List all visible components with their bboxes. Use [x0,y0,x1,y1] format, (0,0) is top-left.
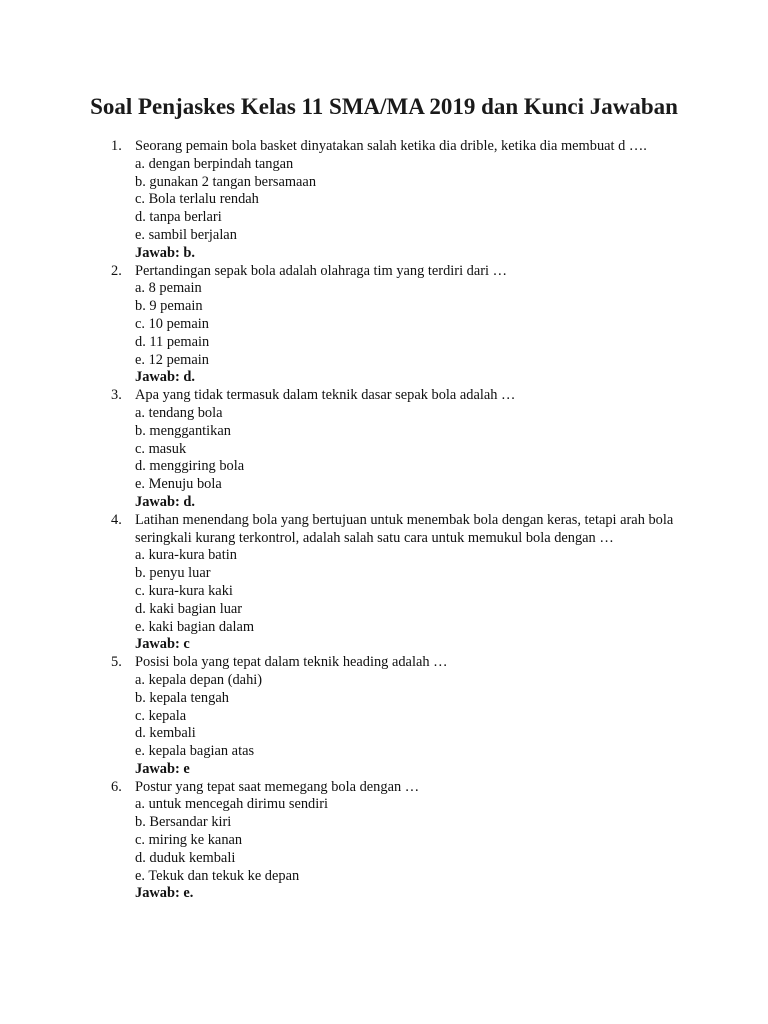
answer-key: Jawab: d. [135,493,195,510]
option-b: b. penyu luar [135,565,211,582]
option-list [135,280,768,369]
question-number: 1. [111,138,122,154]
question-number: 6. [111,778,122,795]
question-item-1 [0,138,768,263]
option-list [135,405,768,494]
answer-key: Jawab: b. [135,244,195,261]
question-text: Apa yang tidak termasuk dalam teknik dasar sepak bola adalah … [135,387,516,404]
question-number: 2. [111,262,122,279]
option-d: d. duduk kembali [135,849,236,866]
option-b: b. menggantikan [135,422,231,439]
option-c: c. Bola terlalu rendah [135,191,259,208]
option-a: a. 8 pemain [135,280,202,297]
question-text: Posisi bola yang tepat dalam teknik heading adalah … [135,654,448,671]
question-item-5 [0,654,768,779]
option-c: c. 10 pemain [135,315,209,332]
option-c: c. kura-kura kaki [135,582,233,599]
answer-key: Jawab: d. [135,369,195,386]
question-text: Latihan menendang bola yang bertujuan untuk menembak bola dengan keras, tetapi arah bola seringkali kurang terkontrol, adalah salah satu cara untuk memukul bola dengan … [135,511,674,546]
option-list [135,672,768,761]
answer-key: Jawab: e. [135,885,194,902]
option-b: b. kepala tengah [135,689,229,706]
question-item-6 [0,779,768,904]
question-text: Seorang pemain bola basket dinyatakan salah ketika dia drible, ketika dia membuat d …. [135,138,647,154]
answer-key: Jawab: e [135,760,190,777]
option-e: e. sambil berjalan [135,226,237,243]
option-a: a. tendang bola [135,404,223,421]
option-e: e. kepala bagian atas [135,743,255,760]
question-item-3 [0,387,768,512]
option-list [135,547,768,636]
question-list [0,138,768,903]
option-e: e. kaki bagian dalam [135,618,255,635]
option-c: c. kepala [135,707,187,724]
question-number: 4. [111,511,122,528]
option-e: e. Menuju bola [135,476,222,493]
option-d: d. kaki bagian luar [135,600,243,617]
option-c: c. miring ke kanan [135,832,243,849]
option-d: d. kembali [135,725,196,742]
question-item-2 [0,263,768,388]
option-e: e. 12 pemain [135,351,209,368]
option-a: a. dengan berpindah tangan [135,155,294,172]
option-list [135,796,768,885]
question-number: 3. [111,387,122,404]
option-list [135,156,768,245]
answer-key: Jawab: c [135,636,190,653]
option-c: c. masuk [135,440,187,457]
option-e: e. Tekuk dan tekuk ke depan [135,867,300,884]
question-item-4 [0,512,768,654]
question-text: Postur yang tepat saat memegang bola dengan … [135,778,420,795]
option-d: d. tanpa berlari [135,209,222,226]
option-b: b. 9 pemain [135,298,203,315]
option-d: d. menggiring bola [135,458,245,475]
question-number: 5. [111,654,122,671]
page-title: Soal Penjaskes Kelas 11 SMA/MA 2019 dan Kunci Jawaban [90,94,678,119]
option-a: a. kura-kura batin [135,547,237,564]
option-a: a. untuk mencegah dirimu sendiri [135,796,329,813]
option-d: d. 11 pemain [135,333,210,350]
option-b: b. gunakan 2 tangan bersamaan [135,173,317,190]
option-a: a. kepala depan (dahi) [135,671,263,688]
option-b: b. Bersandar kiri [135,814,232,831]
question-text: Pertandingan sepak bola adalah olahraga tim yang terdiri dari … [135,262,508,279]
